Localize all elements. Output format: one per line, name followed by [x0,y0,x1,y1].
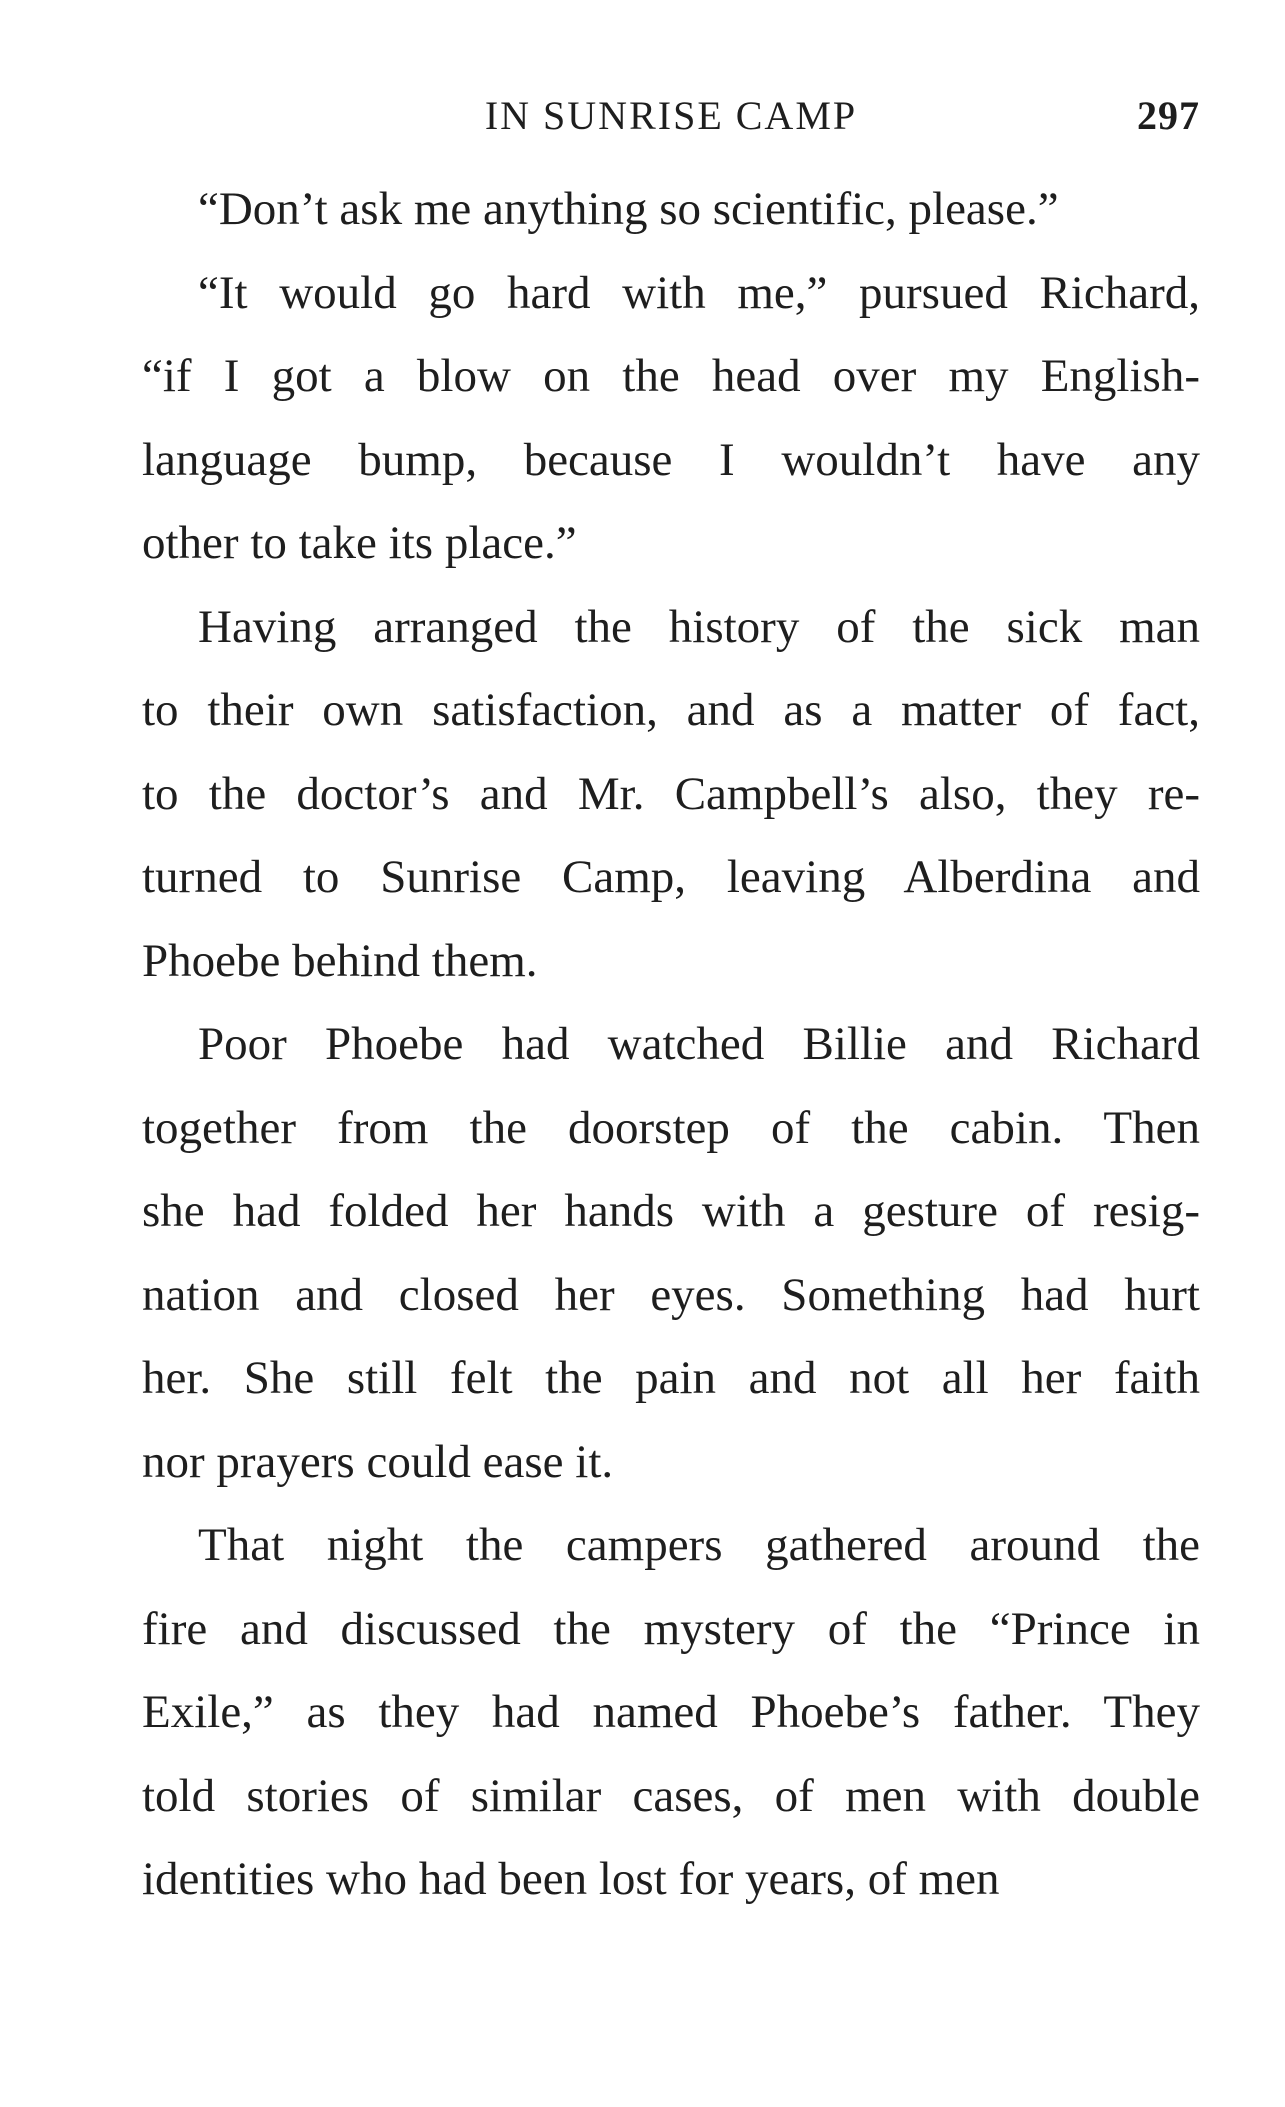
text-line: That night the campers gathered around the [198,1519,1200,1571]
paragraph [142,586,1200,1004]
text-line: Phoebe behind them. [142,934,538,987]
paragraph [142,252,1200,586]
text-line: nor prayers could ease it. [142,1435,614,1488]
text-line: Poor Phoebe had watched Billie and Richard [198,1018,1200,1070]
running-title: IN SUNRISE CAMP [484,93,858,138]
text-line: together from the doorstep of the cabin. Then [142,1101,1200,1154]
text-line: identities who had been lost for years, of men [142,1853,1000,1905]
text-line: “It would go hard with me,” pursued Richard, [198,266,1200,319]
paragraph [142,1504,1200,1922]
text-line: nation and closed her eyes. Something had hurt [142,1268,1200,1321]
body-text [142,168,1200,1922]
text-line: Exile,” as they had named Phoebe’s father. They [142,1686,1200,1738]
text-line: to the doctor’s and Mr. Campbell’s also, they re- [142,767,1200,820]
text-line: fire and discussed the mystery of the “Prince in [142,1602,1200,1655]
running-head [142,92,1200,142]
text-line: turned to Sunrise Camp, leaving Alberdina and [142,851,1200,903]
text-line: other to take its place.” [142,517,577,569]
text-line: told stories of similar cases, of men with double [142,1769,1200,1822]
paragraph [142,1003,1200,1504]
text-line: “if I got a blow on the head over my English- [142,350,1200,402]
paragraph [142,168,1200,252]
text-line: “Don’t ask me anything so scientific, please.” [198,183,1059,235]
page-number: 297 [1137,93,1200,138]
text-line: Having arranged the history of the sick man [198,600,1200,653]
text-line: language bump, because I wouldn’t have any [142,433,1200,486]
text-line: she had folded her hands with a gesture of resig- [142,1185,1200,1237]
text-line: to their own satisfaction, and as a matter of fact, [142,684,1200,736]
text-line: her. She still felt the pain and not all her faith [142,1352,1200,1404]
